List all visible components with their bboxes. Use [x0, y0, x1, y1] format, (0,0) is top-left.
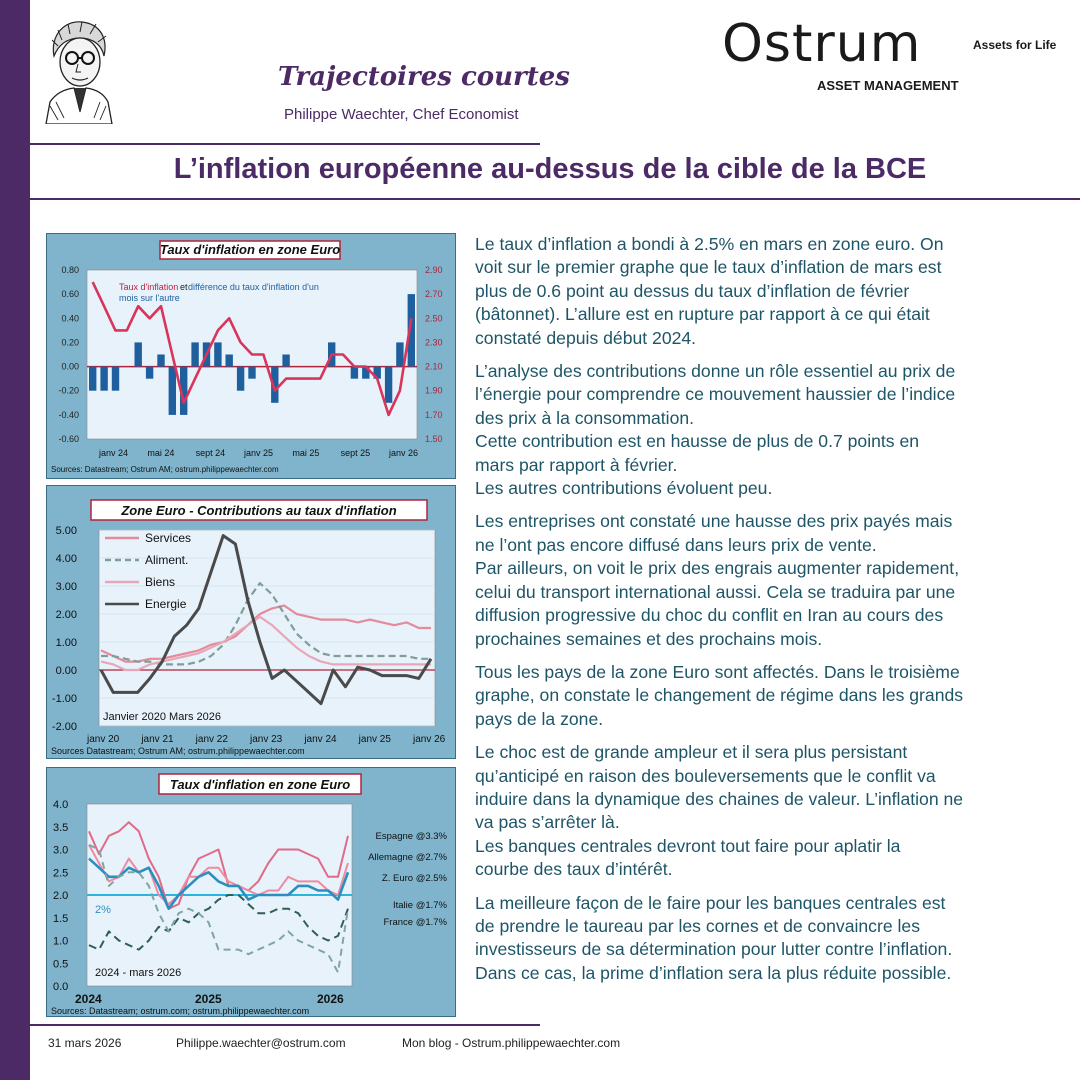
body-line: voit sur le premier graphe que le taux d’inflation de mars est	[475, 257, 942, 278]
y-tick-label: 4.00	[55, 553, 77, 565]
body-paragraph	[475, 510, 1065, 650]
y-tick-label: 3.00	[55, 581, 77, 593]
body-line: pays de la zone.	[475, 708, 604, 729]
mom-change-bar	[89, 367, 96, 391]
x-tick-label: 2024	[75, 992, 102, 1006]
legend-label: Aliment.	[145, 553, 189, 567]
y-tick-label: 2.5	[53, 867, 69, 880]
mom-change-bar	[100, 367, 107, 391]
mom-change-bar	[146, 367, 153, 379]
mom-change-bar	[214, 342, 221, 366]
body-line: Les banques centrales devront tout faire pour aplatir la	[475, 835, 901, 856]
body-line: des prix à la consommation.	[475, 407, 695, 428]
legend-label: Energie	[145, 597, 187, 611]
y-tick-label: 0.0	[53, 981, 69, 993]
legend-label-inflation: Taux d'inflation	[119, 282, 179, 292]
x-tick-label: janv 25	[244, 448, 274, 458]
series-end-label: Z. Euro @2.5%	[381, 873, 447, 884]
body-paragraph	[475, 233, 1065, 350]
body-paragraph	[475, 741, 1065, 881]
y-right-tick-label: 2.70	[425, 289, 443, 300]
chart-title: Taux d'inflation en zone Euro	[169, 777, 351, 792]
y-tick-label: 1.5	[53, 912, 69, 925]
body-line: La meilleure façon de le faire pour les banques centrales est	[475, 892, 946, 913]
chart-title: Taux d'inflation en zone Euro	[159, 242, 341, 257]
x-tick-label: janv 20	[87, 734, 120, 745]
footer-divider	[30, 1024, 540, 1026]
body-line: Les entreprises ont constaté une hausse des prix payés mais	[475, 511, 953, 532]
mom-change-bar	[169, 367, 176, 415]
y-left-tick-label: 0.80	[61, 265, 79, 275]
mom-change-bar	[396, 342, 403, 366]
x-tick-label: mai 25	[292, 448, 320, 458]
series-end-label: Allemagne @2.7%	[368, 852, 447, 863]
chart-note: Janvier 2020 Mars 2026	[103, 711, 222, 723]
y-tick-label: 1.0	[53, 935, 69, 948]
y-tick-label: 3.5	[53, 821, 69, 834]
brand-name: Ostrum	[722, 14, 922, 74]
body-line: Par ailleurs, on voit le prix des engrais augmenter rapidement,	[475, 558, 960, 579]
mom-change-bar	[191, 342, 198, 366]
body-line: courbe des taux d’intérêt.	[475, 859, 673, 880]
mom-change-bar	[351, 367, 358, 379]
mom-change-bar	[157, 355, 164, 367]
mom-change-bar	[135, 342, 142, 366]
page-headline: L’inflation européenne au-dessus de la cible de la BCE	[173, 153, 927, 185]
body-line: induire dans la dynamique des chaines de valeur. L’inflation ne	[475, 788, 964, 809]
body-paragraph	[475, 661, 1065, 731]
chart-source: Sources: Datastream; Ostrum AM; ostrum.philippewaechter.com	[51, 465, 279, 474]
y-tick-label: -2.00	[51, 721, 77, 733]
legend-label: Biens	[145, 575, 176, 589]
mom-change-bar	[248, 367, 255, 379]
x-tick-label: 2025	[195, 992, 222, 1006]
chart-contributions	[46, 485, 456, 759]
y-right-tick-label: 2.10	[425, 361, 443, 372]
brand-subtitle: ASSET MANAGEMENT	[817, 78, 959, 93]
mom-change-bar	[226, 355, 233, 367]
body-line: constaté depuis début 2024.	[475, 327, 697, 348]
x-tick-label: 2026	[317, 992, 344, 1006]
footer-email[interactable]: Philippe.waechter@ostrum.com	[176, 1036, 346, 1050]
body-line: celui du transport international aussi. Cela se traduira par une	[475, 581, 956, 602]
chart-2-svg	[47, 486, 455, 758]
author-byline: Philippe Waechter, Chef Economist	[284, 106, 519, 123]
article-body	[475, 233, 1065, 995]
y-left-tick-label: -0.20	[58, 385, 79, 396]
body-line: mars par rapport à février.	[475, 454, 678, 475]
body-line: Le choc est de grande ampleur et il sera plus persistant	[475, 742, 908, 763]
y-tick-label: 2.00	[55, 609, 77, 621]
chart-source: Sources Datastream; Ostrum AM; ostrum.philippewaechter.com	[51, 746, 305, 756]
brand-tagline: Assets for Life	[973, 38, 1057, 52]
y-left-tick-label: -0.60	[58, 434, 79, 444]
legend-label-difference-cont: mois sur l'autre	[119, 293, 180, 303]
body-paragraph	[475, 360, 1065, 500]
chart-title: Zone Euro - Contributions au taux d'inflation	[121, 503, 397, 518]
y-tick-label: 4.0	[53, 799, 69, 811]
y-tick-label: 0.5	[53, 958, 69, 971]
chart-inflation-zone-euro	[46, 233, 456, 479]
mom-change-bar	[237, 367, 244, 391]
y-tick-label: 5.00	[55, 525, 77, 537]
x-tick-label: janv 25	[358, 734, 391, 745]
body-line: investisseurs de sa détermination pour lutter contre l’inflation.	[475, 939, 953, 960]
body-line: l’énergie pour comprendre ce mouvement haussier de l’indice	[475, 384, 956, 405]
mom-change-bar	[282, 355, 289, 367]
body-line: Cette contribution est en hausse de plus de 0.7 points en	[475, 431, 920, 452]
body-line: ne l’ont pas encore diffusé dans leurs prix de vente.	[475, 534, 877, 555]
chart-1-svg	[47, 234, 455, 478]
body-line: va pas s’arrêter là.	[475, 812, 620, 833]
body-paragraph	[475, 892, 1065, 986]
chart-3-svg	[47, 768, 455, 1016]
series-end-label: France @1.7%	[383, 917, 447, 928]
body-line: graphe, on constate le changement de régime dans les grands	[475, 685, 964, 706]
chart-source: Sources: Datastream; ostrum.com; ostrum.philippewaechter.com	[51, 1006, 310, 1016]
body-line: Les autres contributions évoluent peu.	[475, 478, 773, 499]
body-line: Tous les pays de la zone Euro sont affectés. Dans le troisième	[475, 661, 960, 682]
y-right-tick-label: 2.50	[425, 313, 443, 324]
body-line: (bâtonnet). L’allure est en rupture par rapport à ce qui était	[475, 304, 930, 325]
mom-change-bar	[385, 367, 392, 403]
y-tick-label: 1.00	[55, 637, 77, 649]
body-line: de prendre le taureau par les cornes et de convaincre les	[475, 915, 920, 936]
x-tick-label: sept 24	[195, 448, 226, 458]
legend-label-joiner: et	[180, 282, 188, 292]
x-tick-label: janv 22	[195, 734, 228, 745]
author-portrait-illustration	[44, 16, 114, 124]
y-right-tick-label: 2.30	[425, 337, 443, 348]
x-tick-label: janv 26	[389, 448, 419, 458]
body-line: diffusion progressive du choc du conflit en Iran au cours des	[475, 605, 944, 626]
x-tick-label: janv 23	[250, 734, 283, 745]
y-right-tick-label: 2.90	[425, 265, 443, 275]
y-tick-label: 0.00	[55, 665, 77, 677]
legend-label-difference: différence du taux d'inflation d'un	[188, 282, 319, 292]
chart-note: 2024 - mars 2026	[95, 967, 182, 979]
header-divider	[30, 143, 540, 145]
y-tick-label: 2.0	[53, 890, 69, 902]
x-tick-label: janv 24	[99, 448, 129, 458]
series-end-label: Italie @1.7%	[392, 900, 447, 911]
footer-date: 31 mars 2026	[48, 1036, 122, 1050]
legend-label: Services	[145, 531, 192, 545]
x-tick-label: mai 24	[147, 448, 175, 458]
chart-inflation-by-country	[46, 767, 456, 1017]
x-tick-label: janv 26	[413, 734, 446, 745]
y-tick-label: -1.00	[51, 693, 77, 705]
x-tick-label: janv 21	[141, 734, 174, 745]
footer-blog-link[interactable]: Mon blog - Ostrum.philippewaechter.com	[402, 1036, 621, 1050]
y-left-tick-label: 0.20	[61, 337, 79, 348]
x-tick-label: janv 24	[304, 734, 337, 745]
y-tick-label: 3.0	[53, 844, 69, 857]
x-tick-label: sept 25	[340, 448, 371, 458]
mom-change-bar	[112, 367, 119, 391]
y-left-tick-label: 0.40	[61, 313, 79, 324]
y-right-tick-label: 1.90	[425, 385, 443, 396]
headline-divider	[30, 198, 1080, 200]
body-line: prochaines semaines et des prochains mois.	[475, 628, 823, 649]
y-left-tick-label: 0.00	[61, 361, 79, 372]
y-right-tick-label: 1.70	[425, 409, 443, 420]
body-line: qu’anticipé en raison des bouleversements que le conflit va	[475, 765, 936, 786]
body-line: Le taux d’inflation a bondi à 2.5% en mars en zone euro. On	[475, 234, 944, 254]
body-line: plus de 0.6 point au dessus du taux d’inflation de février	[475, 280, 910, 301]
target-label: 2%	[95, 904, 111, 916]
y-left-tick-label: -0.40	[58, 409, 79, 420]
series-end-label: Espagne @3.3%	[375, 831, 447, 842]
body-line: L’analyse des contributions donne un rôle essentiel au prix de	[475, 361, 956, 382]
y-right-tick-label: 1.50	[425, 434, 443, 444]
ostrum-logo	[722, 14, 1058, 96]
body-line: Dans ce cas, la prime d’inflation sera la plus réduite possible.	[475, 962, 952, 983]
series-title: Trajectoires courtes	[278, 62, 570, 92]
y-left-tick-label: 0.60	[61, 289, 79, 300]
